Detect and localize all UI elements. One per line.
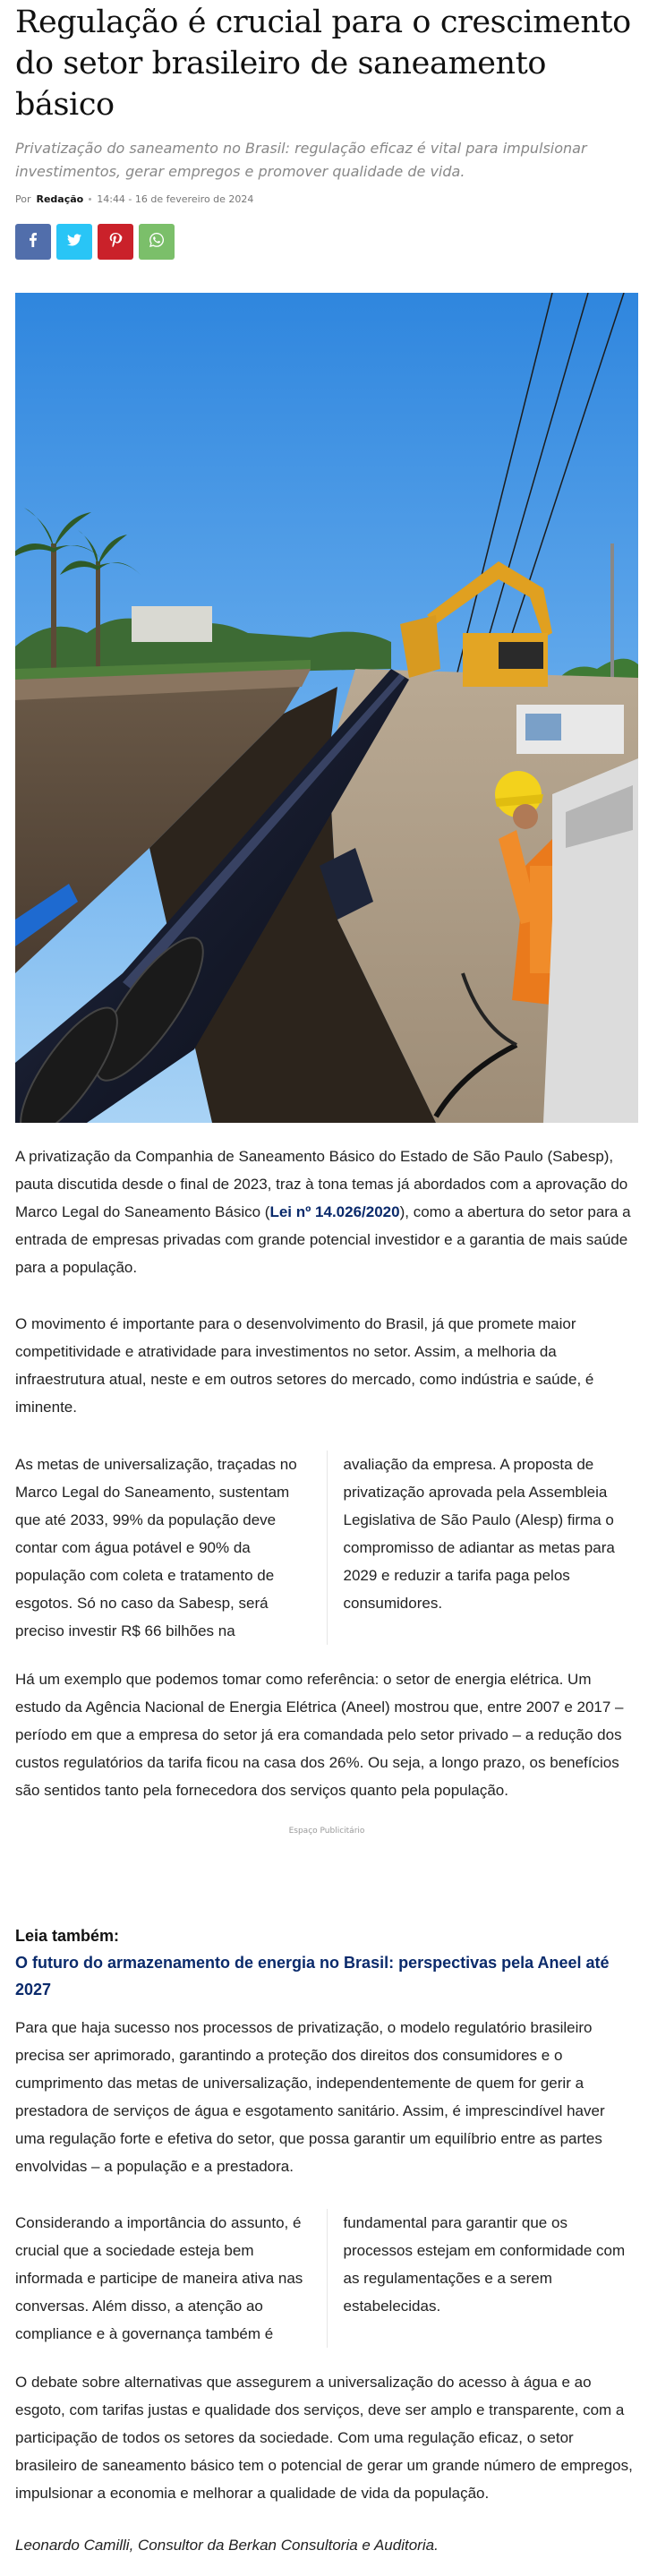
- read-also-label: Leia também:: [15, 1927, 120, 1945]
- column-left: Considerando a importância do assunto, é crucial que a sociedade esteja bem informada e participe de maneira ativa nas conversas. Além disso, a atenção ao compliance e à governança também é: [15, 2209, 328, 2348]
- share-buttons: [15, 224, 175, 260]
- paragraph-1: [15, 1143, 638, 1281]
- paragraph-5: Para que haja sucesso nos processos de privatização, o modelo regulatório brasileiro precisa ser aprimorado, garantindo a proteção dos direitos dos consumidores e o cumprimento das metas de universalização, independentemente de quem for gerir a prestadora de serviços de água e esgotamento sanitário. Assim, é imprescindível haver uma regulação forte e efetiva do setor, que possa garantir um equilíbrio entre as partes envolvidas – a população e a prestadora.: [15, 2019, 605, 2175]
- paragraph-2: O movimento é importante para o desenvolvimento do Brasil, já que promete maior competitividade e atratividade para investimentos no setor. Assim, a melhoria da infraestrutura atual, neste e em outros setores do mercado, como indústria e saúde, é iminente.: [15, 1315, 594, 1416]
- law-link[interactable]: Lei nº 14.026/2020: [269, 1203, 400, 1220]
- share-pinterest-button[interactable]: [98, 224, 133, 260]
- article-subtitle: Privatização do saneamento no Brasil: regulação eficaz é vital para impulsionar investimentos, gerar empregos e promover qualidade de vida.: [15, 140, 587, 180]
- author-name[interactable]: Redação: [36, 193, 84, 205]
- pipeline-construction-photo: [15, 293, 638, 1123]
- pinterest-icon: [108, 233, 123, 251]
- byline: [15, 193, 253, 205]
- read-also-box: [15, 1922, 638, 2003]
- paragraph-1-text-start: A privatização da Companhia de Saneamento Básico do Estado de São Paulo (Sabesp), pauta discutida desde o final de 2023, traz à tona temas já abordados com a aprovação do Marco Legal do Saneamento Básico (: [15, 1148, 628, 1220]
- author-signature: Leonardo Camilli, Consultor da Berkan Consultoria e Auditoria.: [15, 2537, 439, 2554]
- publish-datetime: 14:44 - 16 de fevereiro de 2024: [97, 193, 254, 205]
- paragraph-4: Há um exemplo que podemos tomar como referência: o setor de energia elétrica. Um estudo da Agência Nacional de Energia Elétrica (Aneel) mostrou que, entre 2007 e 2017 – período em que a empresa do setor já era comandada pelo setor privado – a redução dos custos regulatórios da tarifa ficou na casa dos 26%. Ou seja, a longo prazo, os benefícios são sentidos tanto pela fornecedora dos serviços quanto pela população.: [15, 1671, 624, 1799]
- byline-prefix: Por: [15, 193, 31, 205]
- share-whatsapp-button[interactable]: [139, 224, 175, 260]
- column-right: fundamental para garantir que os processos estejam em conformidade com as regulamentações e a serem estabelecidas.: [343, 2214, 626, 2315]
- paragraph-1-text-end: ), como a abertura do setor para a entrada de empresas privadas com grande potencial investidor e a garantia de mais saúde para a população.: [15, 1203, 631, 1276]
- paragraph-7: O debate sobre alternativas que assegurem a universalização do acesso à água e ao esgoto, com tarifas justas e qualidade dos serviços, deve ser amplo e transparente, com a participação de todos os setores da sociedade. Com uma regulação eficaz, o setor brasileiro de saneamento básico tem o potencial de gerar um grande número de empregos, impulsionar a economia e melhorar a qualidade de vida da população.: [15, 2374, 633, 2502]
- column-right: avaliação da empresa. A proposta de privatização aprovada pela Assembleia Legislativa de São Paulo (Alesp) firma o compromisso de adiantar as metas para 2029 e reduzir a tarifa paga pelos consumidores.: [343, 1456, 615, 1612]
- article-hero-image: [15, 293, 638, 1123]
- whatsapp-icon: [149, 233, 164, 251]
- two-column-block-2: [15, 2209, 638, 2348]
- share-twitter-button[interactable]: [56, 224, 92, 260]
- column-left: As metas de universalização, traçadas no Marco Legal do Saneamento, sustentam que até 2033, 99% da população deve contar com água potável e 90% da população com coleta e tratamento de esgotos. Só no caso da Sabesp, será preciso investir R$ 66 bilhões na: [15, 1451, 328, 1645]
- article-title: Regulação é crucial para o crescimento do setor brasileiro de saneamento básico: [15, 4, 631, 123]
- facebook-icon: [26, 233, 40, 251]
- separator-dot: [89, 198, 91, 201]
- share-facebook-button[interactable]: [15, 224, 51, 260]
- read-also-link[interactable]: O futuro do armazenamento de energia no Brasil: perspectivas pela Aneel até 2027: [15, 1954, 610, 1998]
- twitter-icon: [67, 233, 81, 251]
- ad-space-label: Espaço Publicitário: [288, 1827, 365, 1836]
- two-column-block-1: [15, 1451, 638, 1645]
